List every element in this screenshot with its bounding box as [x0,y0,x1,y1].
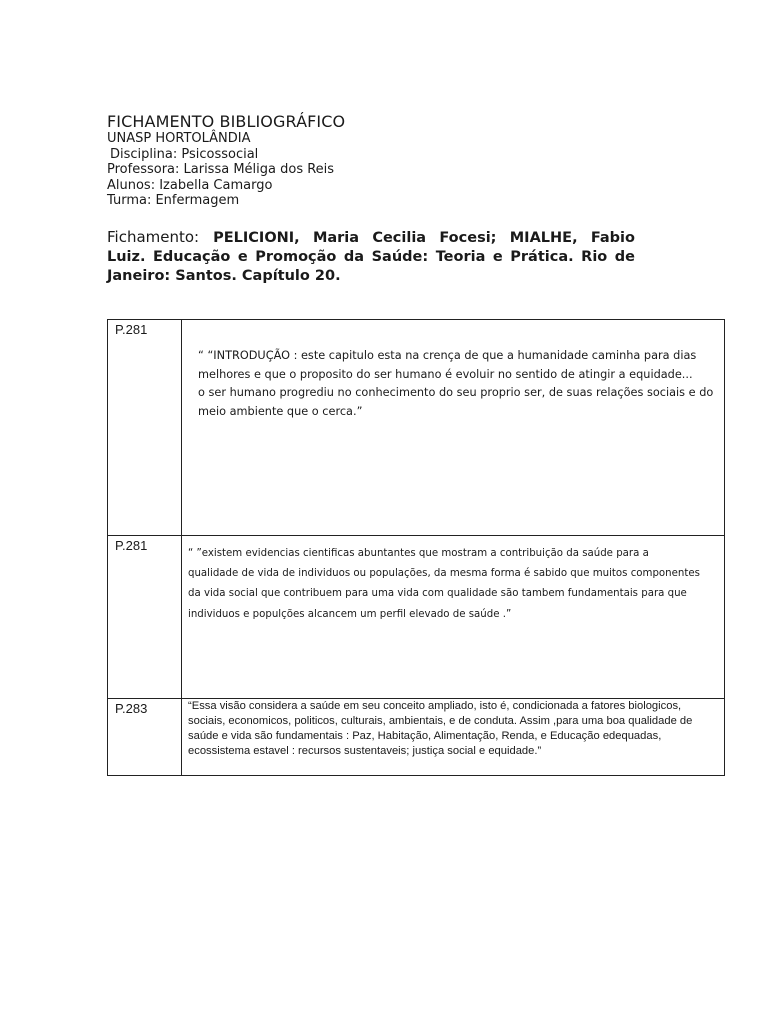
quote-text [182,536,724,625]
table-row [108,699,725,776]
page-number-cell: P.281 [108,536,182,699]
quote-line: “ ”existem evidencias cientificas abuntantes que mostram a contribuição da saúde para a [188,548,649,559]
fichamento-reference [107,228,635,286]
bibliographic-reference: PELICIONI, Maria Cecilia Focesi; MIALHE, Fabio Luiz. Educação e Promoção da Saúde: Teoria e Prática. Rio de Janeiro: Santos. Capítulo 20. [107,230,635,284]
table-row [108,320,725,536]
institution-line: UNASP HORTOLÂNDIA [107,131,251,146]
quote-line: saúde e vida são fundamentais : Paz, Habitação, Alimentação, Renda, e Educação edequadas, [188,730,662,742]
class-line: Turma: Enfermagem [107,193,240,208]
quote-line: melhores e que o proposito do ser humano é evoluir no sentido de atingir a equidade... [198,367,693,381]
quote-line: sociais, economicos, politicos, culturais, ambientais, e de conduta. Assim ,para uma boa qualidade de [188,715,693,727]
discipline-line: Disciplina: Psicossocial [110,146,259,162]
quote-line: qualidade de vida de individuos ou populações, da mesma forma é sabido que muitos componentes [188,568,700,580]
quote-text [182,320,724,421]
students-line: Alunos: Izabella Camargo [107,177,273,193]
quote-cell [182,320,725,536]
quote-line: “Essa visão considera a saúde em seu conceito ampliado, isto é, condicionada a fatores biologicos, [188,700,682,712]
quote-line: meio ambiente que o cerca.” [198,404,363,418]
document-header [107,112,707,209]
page-number-cell: P.283 [108,699,182,776]
fichamento-label: Fichamento: [107,228,200,246]
professor-line: Professora: Larissa Méliga dos Reis [107,162,335,177]
quote-line: individuos e populções alcancem um perfil elevado de saúde .” [188,608,512,620]
quote-cell [182,699,725,776]
document-title: FICHAMENTO BIBLIOGRÁFICO [107,112,346,131]
quote-line: da vida social que contribuem para uma vida com qualidade são tambem fundamentais para que [188,588,687,600]
quote-line: “ “INTRODUÇÃO : este capitulo esta na crença de que a humanidade caminha para dias [198,349,697,362]
quotes-table [107,319,725,776]
quote-line: ecossistema estavel : recursos sustentaveis; justiça social e equidade.” [188,745,542,757]
page-number-cell: P.281 [108,320,182,536]
quote-line: o ser humano progrediu no conhecimento do seu proprio ser, de suas relações sociais e do [198,386,714,399]
table-row [108,536,725,699]
quote-text [182,699,724,759]
quote-cell [182,536,725,699]
